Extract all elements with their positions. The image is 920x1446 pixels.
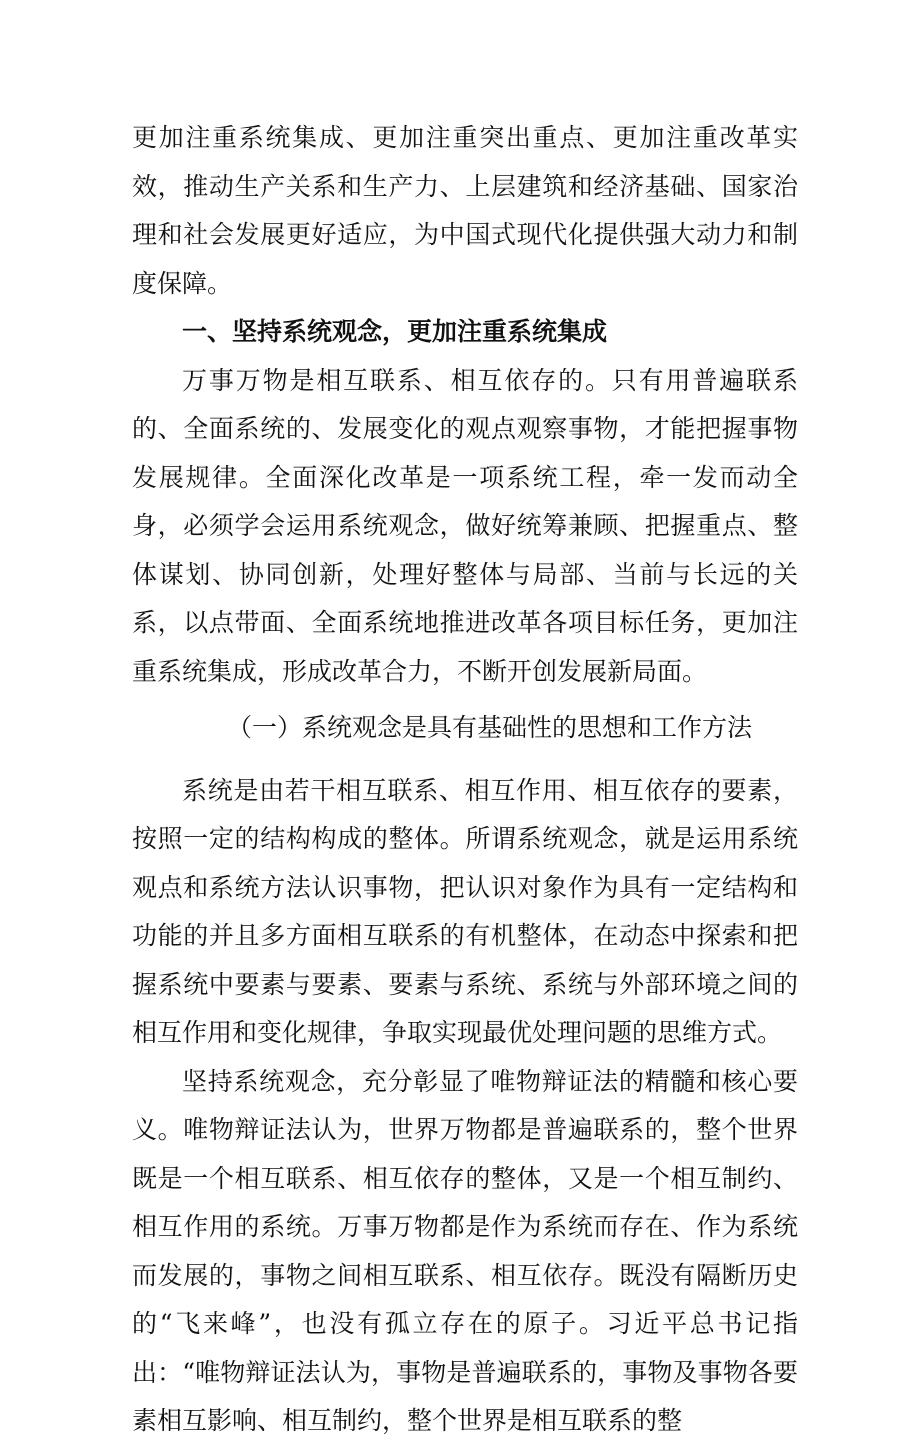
document-body — [132, 114, 798, 1446]
intro-paragraph: 更加注重系统集成、更加注重突出重点、更加注重改革实效，推动生产关系和生产力、上层建筑和经济基础、国家治理和社会发展更好适应，为中国式现代化提供强大动力和制度保障。 — [132, 123, 798, 298]
section-1-paragraph: 万事万物是相互联系、相互依存的。只有用普遍联系的、全面系统的、发展变化的观点观察事物，才能把握事物发展规律。全面深化改革是一项系统工程，牵一发而动全身，必须学会运用系统观念，做好统筹兼顾、把握重点、整体谋划、协同创新，处理好整体与局部、当前与长远的关系，以点带面、全面系统地推进改革各项目标任务，更加注重系统集成，形成改革合力，不断开创发展新局面。 — [132, 365, 798, 686]
subsection-heading-1: （一）系统观念是具有基础性的思想和工作方法 — [227, 713, 753, 742]
subsection-1-paragraph-2: 坚持系统观念，充分彰显了唯物辩证法的精髓和核心要义。唯物辩证法认为，世界万物都是普遍联系的，整个世界既是一个相互联系、相互依存的整体，又是一个相互制约、相互作用的系统。万事万物都是作为系统而存在、作为系统而发展的，事物之间相互联系、相互依存。既没有隔断历史的“飞来峰”，也没有孤立存在的原子。习近平总书记指出：“唯物辩证法认为，事物是普遍联系的，事物及事物各要素相互影响、相互制约，整个世界是相互联系的整 — [132, 1066, 798, 1435]
subsection-1-paragraph-1: 系统是由若干相互联系、相互作用、相互依存的要素，按照一定的结构构成的整体。所谓系统观念，就是运用系统观点和系统方法认识事物，把认识对象作为具有一定结构和功能的并且多方面相互联系的有机整体，在动态中探索和把握系统中要素与要素、要素与系统、系统与外部环境之间的相互作用和变化规律，争取实现最优处理问题的思维方式。 — [132, 775, 798, 1047]
section-heading-1: 一、坚持系统观念，更加注重系统集成 — [182, 317, 608, 346]
